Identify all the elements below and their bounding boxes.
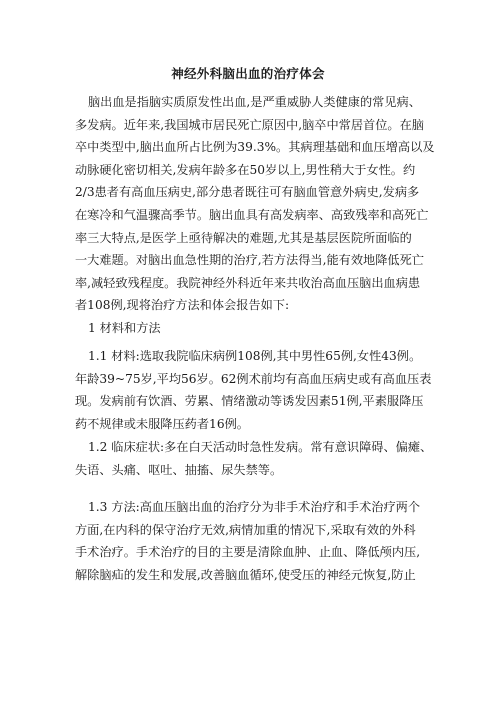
paragraph-materials — [75, 345, 435, 435]
text-line: 现。发病前有饮酒、劳累、情绪激动等诱发因素51例,平素服降压 — [75, 394, 424, 409]
text-line: 方面,在内科的保守治疗无效,病情加重的情况下,采取有效的外科 — [75, 522, 416, 537]
paragraph-intro — [75, 91, 435, 317]
text-line: 在寒冷和气温骤高季节。脑出血具有高发病率、高致残率和高死亡 — [75, 207, 429, 222]
heading-text: 1 材料和方法 — [88, 321, 161, 335]
section-heading — [75, 317, 435, 340]
text-line: 2/3患者有高血压病史,部分患者既往可有脑血管意外病史,发病多 — [75, 185, 420, 200]
text-line: 年龄39~75岁,平均56岁。62例术前均有高血压病史或有高血压表 — [75, 371, 432, 386]
text-line: 手术治疗。手术治疗的目的主要是清除血肿、止血、降低颅内压, — [75, 545, 421, 560]
text-line: 率三大特点,是医学上亟待解决的难题,尤其是基层医院所面临的 — [75, 230, 412, 245]
text-line: 失语、头痛、呕吐、抽搐、尿失禁等。 — [75, 462, 283, 477]
paragraph-methods — [75, 496, 435, 586]
text-line: 1.2 临床症状:多在白天活动时急性发病。常有意识障碍、偏瘫、 — [88, 440, 433, 454]
paragraph-symptoms — [75, 436, 435, 481]
text-line: 一大难题。对脑出血急性期的治疗,若方法得当,能有效地降低死亡 — [75, 253, 424, 268]
text-line: 动脉硬化密切相关,发病年龄多在50岁以上,男性稍大于女性。约 — [75, 162, 416, 177]
text-line: 率,减轻致残程度。我院神经外科近年来共收治高血压脑出血病患 — [75, 275, 421, 290]
text-line: 1.1 材料:选取我院临床病例108例,其中男性65例,女性43例。 — [88, 349, 422, 363]
text-line: 卒中类型中,脑出血所占比例为39.3%。其病理基础和血压增高以及 — [75, 140, 435, 155]
text-line: 者108例,现将治疗方法和体会报告如下: — [75, 298, 290, 313]
text-line: 脑出血是指脑实质原发性出血,是严重威胁人类健康的常见病、 — [88, 95, 421, 109]
document-title: 神经外科脑出血的治疗体会 — [171, 66, 325, 81]
text-line: 1.3 方法:高血压脑出血的治疗分为非手术治疗和手术治疗两个 — [88, 500, 421, 514]
text-line: 药不规律或未服降压药者16例。 — [75, 416, 249, 431]
text-line: 多发病。近年来,我国城市居民死亡原因中,脑卒中常居首位。在脑 — [75, 117, 424, 132]
text-line: 解除脑疝的发生和发展,改善脑血循环,使受压的神经元恢复,防止 — [75, 567, 416, 582]
